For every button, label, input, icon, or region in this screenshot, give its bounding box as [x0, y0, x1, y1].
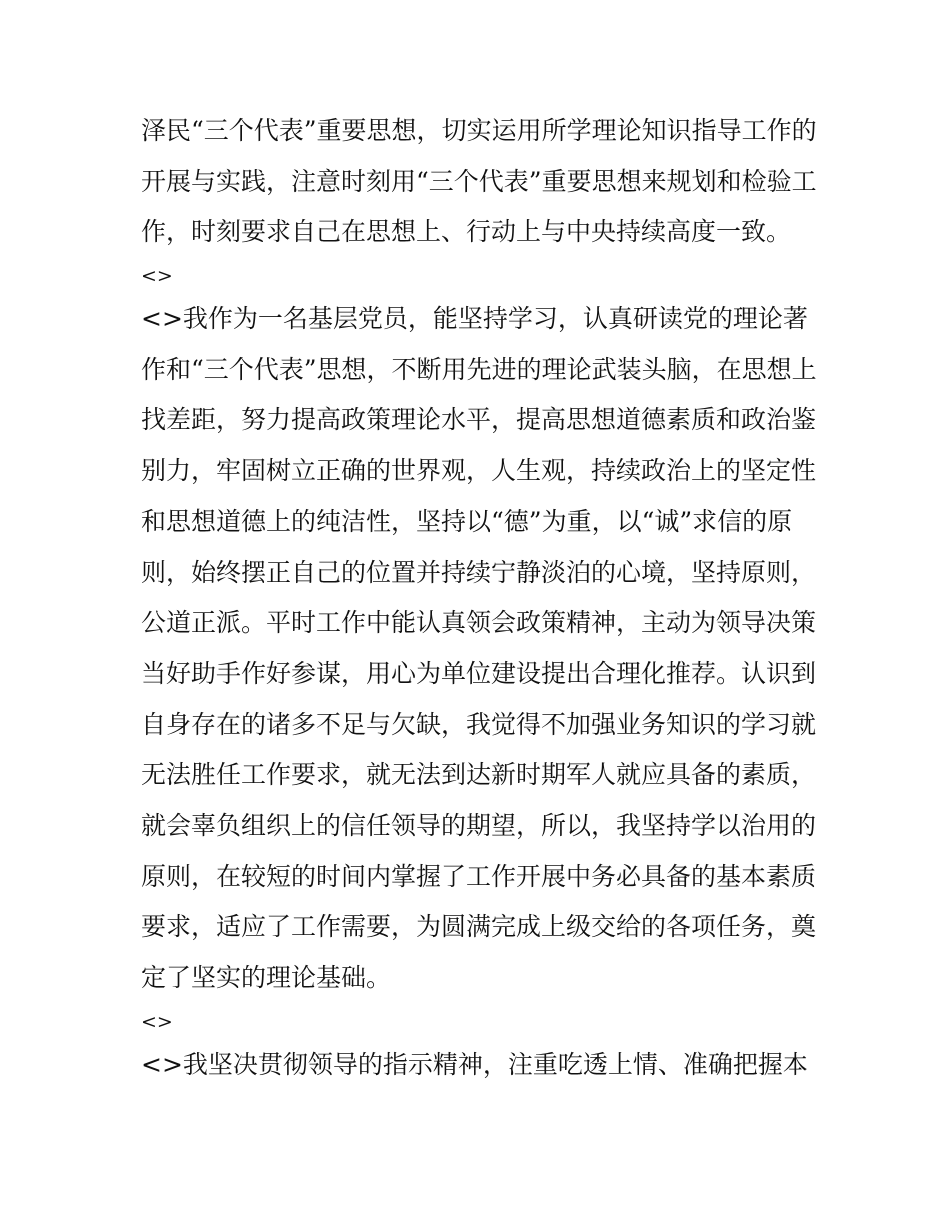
text-line: <>我坚决贯彻领导的指示精神，注重吃透上情、准确把握本 — [141, 1049, 808, 1079]
text-line: 要求，适应了工作需要，为圆满完成上级交给的各项任务，奠 — [141, 912, 817, 942]
text-line: 原则，在较短的时间内掌握了工作开展中务必具备的基本素质 — [141, 861, 817, 891]
text-line: 定了坚实的理论基础。 — [141, 963, 392, 992]
text-line: 当好助手作好参谋，用心为单位建设提出合理化推荐。认识到 — [141, 658, 817, 688]
separator-marker: <> — [141, 1010, 173, 1033]
text-line: 自身存在的诸多不足与欠缺，我觉得不加强业务知识的学习就 — [141, 709, 817, 739]
document-body — [141, 106, 821, 1090]
text-line: 作，时刻要求自己在思想上、行动上与中央持续高度一致。 — [141, 217, 792, 247]
text-line: 作和“三个代表”思想，不断用先进的理论武装头脑，在思想上 — [141, 354, 817, 384]
text-line: 就会辜负组织上的信任领导的期望，所以，我坚持学以治用的 — [141, 810, 817, 840]
separator-marker: <> — [141, 265, 173, 288]
text-line: 开展与实践，注意时刻用“三个代表”重要思想来规划和检验工 — [141, 166, 817, 196]
text-line: 则，始终摆正自己的位置并持续宁静淡泊的心境，坚持原则， — [141, 557, 817, 587]
text-line: 泽民“三个代表”重要思想，切实运用所学理论知识指导工作的 — [141, 116, 817, 145]
text-line: 公道正派。平时工作中能认真领会政策精神，主动为领导决策 — [141, 608, 817, 638]
text-line: 和思想道德上的纯洁性，坚持以“德”为重，以“诚”求信的原 — [141, 506, 793, 536]
text-line: 无法胜任工作要求，就无法到达新时期军人就应具备的素质， — [141, 760, 817, 790]
text-line: <>我作为一名基层党员，能坚持学习，认真研读党的理论著 — [141, 304, 808, 334]
text-line: 找差距，努力提高政策理论水平，提高思想道德素质和政治鉴 — [141, 405, 817, 435]
text-line: 别力，牢固树立正确的世界观，人生观，持续政治上的坚定性 — [141, 456, 817, 486]
